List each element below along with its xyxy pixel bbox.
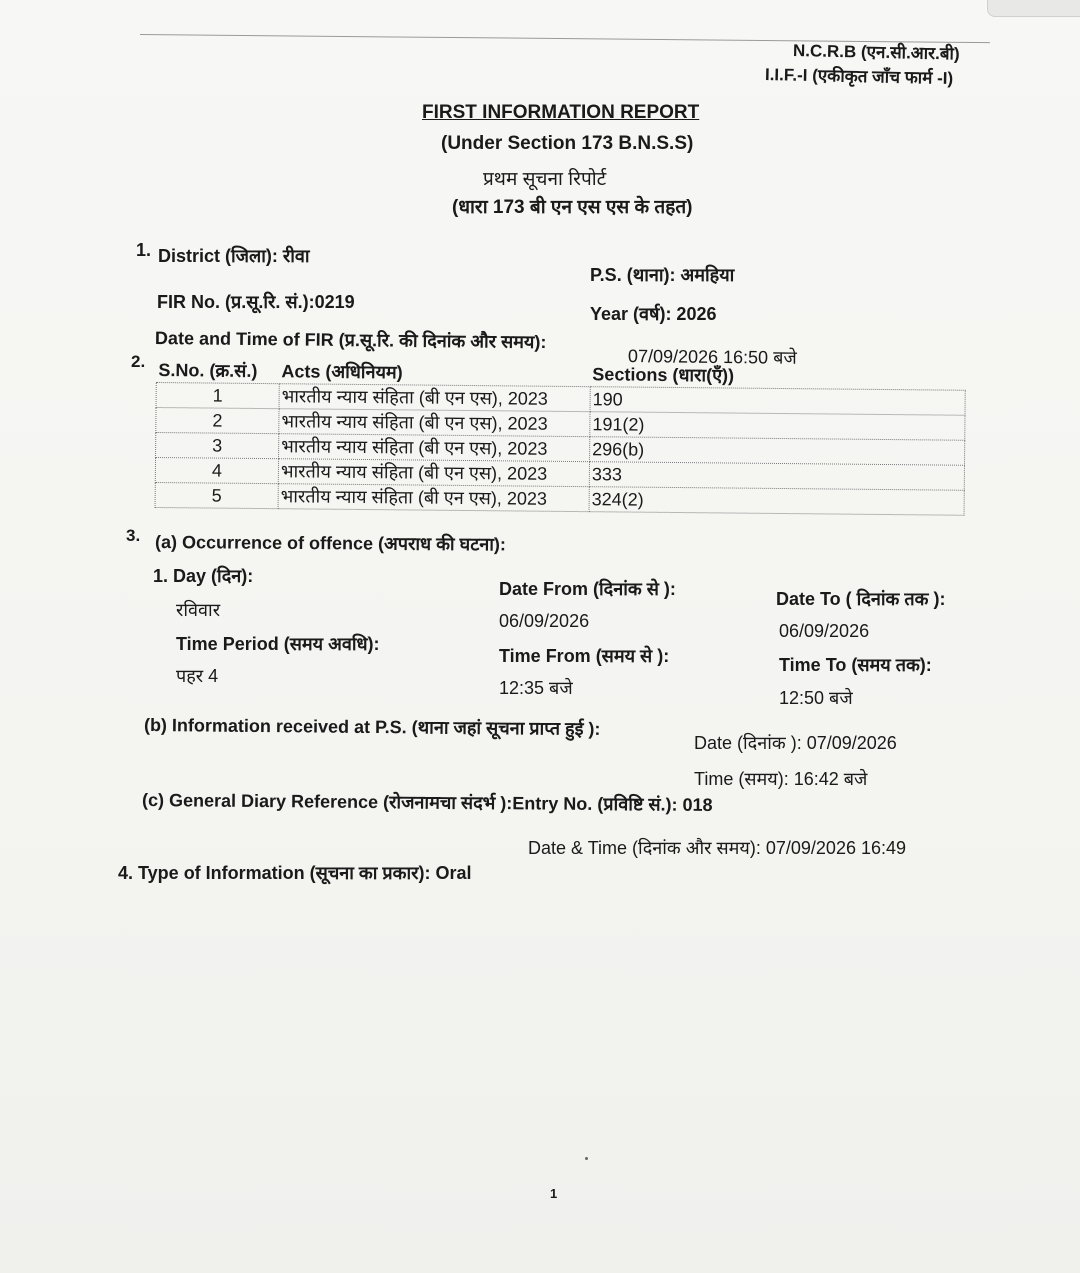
general-diary-reference: (c) General Diary Reference (रोजनामचा संदर्भ ):Entry No. (प्रविष्टि सं.): 018 bbox=[141, 790, 713, 815]
row-section: 191(2) bbox=[590, 412, 965, 441]
iif-label: I.I.F.-I (एकीकृत जाँच फार्म -I) bbox=[764, 65, 954, 88]
time-from-value: 12:35 बजे bbox=[499, 678, 573, 698]
acts-sections-table bbox=[155, 358, 966, 516]
header-acts: Acts (अधिनियम) bbox=[279, 359, 590, 386]
time-to-label: Time To (समय तक): bbox=[779, 655, 932, 675]
information-type: 4. Type of Information (सूचना का प्रकार): Oral bbox=[118, 863, 472, 883]
header-sno: S.No. (क्र.सं.) bbox=[156, 358, 279, 384]
row-sno: 4 bbox=[155, 458, 278, 484]
info-received-date: Date (दिनांक ): 07/09/2026 bbox=[694, 733, 897, 753]
report-title: FIRST INFORMATION REPORT bbox=[422, 102, 700, 123]
row-act: भारतीय न्याय संहिता (बी एन एस), 2023 bbox=[278, 484, 589, 512]
time-period-label: Time Period (समय अवधि): bbox=[176, 634, 380, 654]
page-number: 1 bbox=[550, 1186, 558, 1201]
fir-datetime-value: 07/09/2026 16:50 बजे bbox=[627, 346, 797, 368]
row-section: 324(2) bbox=[589, 487, 964, 516]
row-sno: 1 bbox=[156, 383, 279, 409]
occurrence-label: (a) Occurrence of offence (अपराध की घटना): bbox=[154, 532, 507, 555]
report-section-en: (Under Section 173 B.N.S.S) bbox=[441, 133, 694, 154]
time-to-value: 12:50 बजे bbox=[779, 688, 853, 708]
row-sno: 3 bbox=[156, 433, 279, 459]
general-diary-datetime: Date & Time (दिनांक और समय): 07/09/2026 16:49 bbox=[528, 838, 907, 858]
row-act: भारतीय न्याय संहिता (बी एन एस), 2023 bbox=[279, 409, 590, 437]
day-label: 1. Day (दिन): bbox=[153, 566, 254, 586]
date-to-label: Date To ( दिनांक तक ): bbox=[776, 589, 946, 609]
district: District (जिला): रीवा bbox=[158, 246, 310, 266]
row-section: 296(b) bbox=[590, 437, 965, 466]
date-to-value: 06/09/2026 bbox=[779, 621, 870, 641]
fir-datetime-label: Date and Time of FIR (प्र.सू.रि. की दिनांक और समय): bbox=[154, 328, 547, 353]
row-act: भारतीय न्याय संहिता (बी एन एस), 2023 bbox=[279, 434, 590, 462]
item3-number: 3. bbox=[126, 526, 141, 545]
info-received-label: (b) Information received at P.S. (थाना जहां सूचना प्राप्त हुई ): bbox=[143, 715, 601, 739]
fir-year: Year (वर्ष): 2026 bbox=[590, 304, 717, 324]
report-title-hi: प्रथम सूचना रिपोर्ट bbox=[483, 169, 607, 190]
date-from-value: 06/09/2026 bbox=[499, 611, 590, 631]
report-section-hi: (धारा 173 बी एन एस एस के तहत) bbox=[452, 197, 693, 218]
row-section: 190 bbox=[590, 387, 965, 416]
time-period-value: पहर 4 bbox=[176, 666, 219, 686]
row-act: भारतीय न्याय संहिता (बी एन एस), 2023 bbox=[279, 384, 590, 412]
row-act: भारतीय न्याय संहिता (बी एन एस), 2023 bbox=[278, 459, 589, 487]
day-value: रविवार bbox=[176, 600, 221, 620]
page-corner bbox=[987, 0, 1080, 17]
police-station: P.S. (थाना): अमहिया bbox=[590, 265, 735, 285]
item2-number: 2. bbox=[131, 352, 146, 371]
item1-number: 1. bbox=[136, 240, 152, 260]
time-from-label: Time From (समय से ): bbox=[499, 646, 670, 666]
info-received-time: Time (समय): 16:42 बजे bbox=[694, 769, 868, 789]
paper-speck bbox=[585, 1157, 588, 1160]
date-from-label: Date From (दिनांक से ): bbox=[499, 579, 676, 599]
row-sno: 2 bbox=[156, 408, 279, 434]
row-sno: 5 bbox=[155, 482, 278, 508]
row-section: 333 bbox=[589, 462, 964, 491]
ncrb-label: N.C.R.B (एन.सी.आर.बी) bbox=[792, 41, 960, 64]
header-sections: Sections (धारा(एँ)) bbox=[590, 362, 965, 390]
fir-number: FIR No. (प्र.सू.रि. सं.):0219 bbox=[157, 292, 355, 312]
